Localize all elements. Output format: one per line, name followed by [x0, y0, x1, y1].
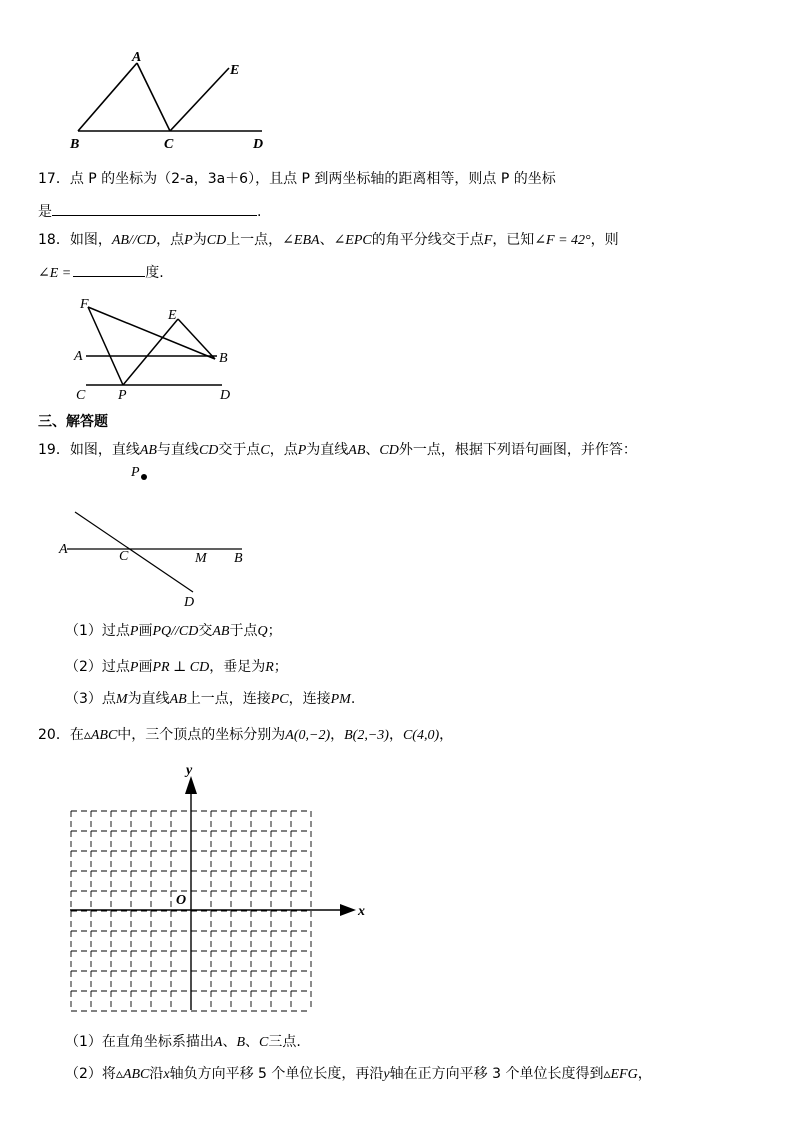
- question-18-line1: [38, 230, 619, 251]
- q19-math: PC: [270, 692, 289, 707]
- q19-text: ，垂足为: [209, 659, 266, 675]
- q20-text: （1）在直角坐标系描出: [65, 1034, 214, 1050]
- q18-text: ，已知: [492, 232, 535, 248]
- x-axis-label: x: [358, 904, 365, 919]
- q20-text: （2）将: [65, 1066, 116, 1082]
- figure-q19: [55, 460, 255, 610]
- q18-text: ，点: [156, 232, 185, 248]
- answer-blank-18[interactable]: [73, 262, 145, 277]
- q20-math: ▵EFG: [603, 1067, 638, 1082]
- q19-math: CD: [198, 443, 219, 458]
- q18-text: ，则: [590, 232, 619, 248]
- question-20-line1: [38, 725, 453, 746]
- q19-math: P: [129, 660, 139, 675]
- q19-math: P: [297, 443, 307, 458]
- q19-math: CD: [379, 443, 399, 458]
- q19-math: PM: [330, 692, 351, 707]
- q20-math: C(4,0): [402, 728, 440, 743]
- q20-text: 20．在: [38, 727, 84, 743]
- label-c: C: [164, 137, 174, 152]
- q19-text: ，连接: [288, 691, 331, 707]
- q20-math: A: [213, 1035, 223, 1050]
- q18-math: F: [483, 233, 493, 248]
- q19-text: ，点: [269, 442, 298, 458]
- label-b: B: [234, 551, 243, 566]
- question-17-line2: [38, 201, 261, 222]
- q18-suffix: 度.: [145, 265, 164, 281]
- q19-text: 19．如图，直线: [38, 442, 140, 458]
- q19-text: （2）过点: [65, 659, 130, 675]
- q19-text: （3）点: [65, 691, 116, 707]
- y-axis-arrow: [185, 776, 197, 794]
- label-p: P: [118, 388, 127, 403]
- q20-text: 中，三个顶点的坐标分别为: [117, 727, 286, 743]
- q19-text: ；: [273, 659, 288, 675]
- q20-math: ▵ABC: [83, 728, 118, 743]
- q19-math: Q: [257, 624, 268, 639]
- q19-math: PR ⊥ CD: [152, 660, 210, 675]
- q19-text: 画: [138, 623, 153, 639]
- y-axis-label: y: [186, 763, 193, 778]
- q18-text: 18．如图，: [38, 232, 112, 248]
- q20-math: B(2,−3): [344, 728, 389, 743]
- label-f: F: [80, 297, 89, 312]
- q20-text: 、: [222, 1034, 237, 1050]
- q19-text: 交于点: [218, 442, 261, 458]
- q20-text: 三点.: [268, 1034, 301, 1050]
- q19-text: 上一点，连接: [186, 691, 271, 707]
- label-b: B: [219, 351, 228, 366]
- q20-text: 、: [245, 1034, 260, 1050]
- q19-math: AB: [169, 692, 187, 707]
- q19-text: 、: [365, 442, 380, 458]
- question-18-line2: [38, 262, 164, 284]
- question-20-sub1: [65, 1032, 301, 1053]
- q20-text: ，: [439, 727, 454, 743]
- segment-ce: [170, 68, 229, 131]
- label-e: E: [230, 63, 240, 78]
- label-d: D: [253, 137, 264, 152]
- q19-math: M: [115, 692, 128, 707]
- q18-text: 的角平分线交于点: [371, 232, 484, 248]
- q20-text: ，: [330, 727, 345, 743]
- label-b: B: [70, 137, 80, 152]
- label-c: C: [76, 388, 86, 403]
- q18-math: ∠F = 42°: [534, 233, 591, 248]
- label-c: C: [119, 549, 129, 564]
- label-a: A: [59, 542, 68, 557]
- q19-text: 画: [138, 659, 153, 675]
- figure-angle-abc: [60, 50, 280, 154]
- question-17-line1: [38, 169, 556, 189]
- q18-text: 、: [319, 232, 334, 248]
- q17-suffix: .: [257, 204, 262, 220]
- q19-math: AB: [139, 443, 157, 458]
- question-19-line1: [38, 440, 637, 461]
- label-p: P: [131, 465, 140, 480]
- q19-text: 外一点，根据下列语句画图，并作答：: [398, 442, 637, 458]
- q18-math: P: [184, 233, 193, 248]
- q19-math: P: [129, 624, 139, 639]
- q18-math: AB//CD: [111, 233, 157, 248]
- line-cd: [75, 512, 193, 592]
- label-d: D: [220, 388, 231, 403]
- section-heading: 三、解答题: [38, 414, 108, 430]
- q20-text: ，: [388, 727, 403, 743]
- figure-q18: [70, 293, 240, 403]
- q20-math: y: [383, 1067, 390, 1082]
- x-axis-arrow: [340, 904, 356, 916]
- question-19-sub3: [65, 689, 355, 710]
- label-e: E: [168, 308, 177, 323]
- q20-text: 轴在正方向平移 3 个单位长度得到: [389, 1066, 604, 1082]
- question-19-sub1: [65, 621, 282, 642]
- label-d: D: [184, 595, 195, 610]
- question-19-sub2: [65, 657, 288, 678]
- segment-ab: [78, 63, 137, 131]
- coordinate-grid: [60, 760, 380, 1020]
- q19-text: 为直线: [306, 442, 349, 458]
- q20-text: 沿: [149, 1066, 164, 1082]
- q20-text: 轴负方向平移 5 个单位长度，再沿: [169, 1066, 384, 1082]
- q19-math: PQ//CD: [152, 624, 199, 639]
- q19-text: 为直线: [127, 691, 170, 707]
- label-a: A: [132, 50, 142, 65]
- q20-math: B: [236, 1035, 246, 1050]
- q18-text: 上一点，: [226, 232, 283, 248]
- q17-prefix: 是: [38, 204, 52, 220]
- q18-math: ∠EPC: [333, 233, 372, 248]
- q18-text: 为: [192, 232, 207, 248]
- point-p: [141, 474, 147, 480]
- q20-math: x: [163, 1067, 170, 1082]
- q19-math: AB: [348, 443, 366, 458]
- q19-text: （1）过点: [65, 623, 130, 639]
- label-m: M: [195, 551, 207, 566]
- q19-math: R: [265, 660, 274, 675]
- q20-math: C: [259, 1035, 269, 1050]
- q19-text: ；: [267, 623, 282, 639]
- q19-text: 与直线: [156, 442, 199, 458]
- segment-ac: [137, 63, 170, 131]
- q18-angle-e: ∠E =: [38, 266, 72, 281]
- question-20-sub2: [65, 1064, 652, 1085]
- answer-blank-17[interactable]: [52, 201, 257, 216]
- q19-math: AB: [212, 624, 230, 639]
- q18-math: CD: [206, 233, 227, 248]
- q19-math: C: [260, 443, 270, 458]
- q19-text: .: [350, 691, 356, 707]
- q19-text: 于点: [229, 623, 258, 639]
- q20-math: ▵ABC: [115, 1067, 150, 1082]
- label-a: A: [74, 349, 83, 364]
- q20-math: A(0,−2): [285, 728, 331, 743]
- q17-text: 17．点 P 的坐标为（2-a，3a＋6），且点 P 到两坐标轴的距离相等，则点 P 的坐标: [38, 171, 556, 187]
- q18-math: ∠EBA: [282, 233, 320, 248]
- q20-text: ，: [637, 1066, 652, 1082]
- segment-pe: [123, 319, 178, 385]
- segment-eb: [178, 319, 215, 359]
- origin-label: O: [176, 893, 187, 908]
- q19-text: 交: [198, 623, 213, 639]
